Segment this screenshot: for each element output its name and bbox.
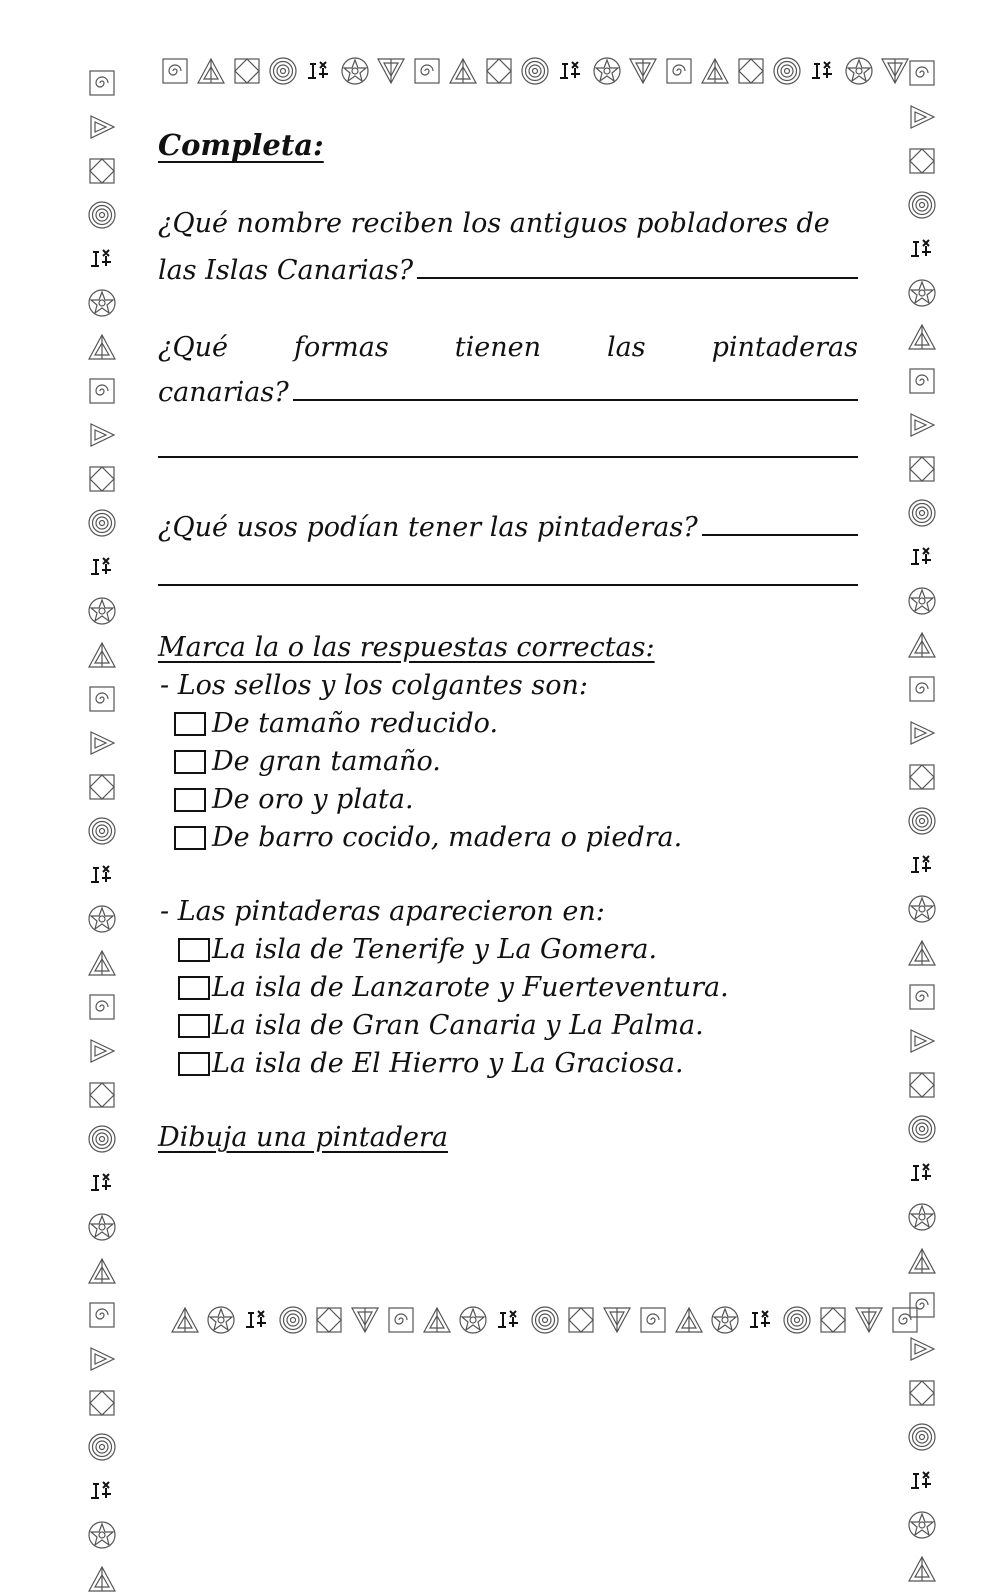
triangle-right-icon — [87, 1036, 117, 1066]
spiral-square-icon — [87, 684, 117, 714]
star-circle-icon — [458, 1305, 488, 1335]
question-1-text: las Islas Canarias? — [158, 255, 414, 286]
diamond-square-icon — [87, 1388, 117, 1418]
diamond-square-icon — [232, 56, 262, 86]
concentric-circles-icon — [87, 508, 117, 538]
concentric-circles-icon — [268, 56, 298, 86]
draw-heading: Dibuja una pintadera — [158, 1122, 448, 1153]
diamond-square-icon — [907, 1378, 937, 1408]
question-2-word: pintaderas — [711, 332, 858, 363]
triangle-icon — [87, 332, 117, 362]
figure-icon — [304, 56, 334, 86]
concentric-circles-icon — [278, 1305, 308, 1335]
triangle-right-icon — [907, 1026, 937, 1056]
star-circle-icon — [87, 288, 117, 318]
option-label: De gran tamaño. — [212, 746, 441, 777]
star-circle-icon — [907, 1510, 937, 1540]
checkbox[interactable] — [178, 976, 210, 1000]
checkbox[interactable] — [174, 712, 206, 736]
group-1-prompt: - Los sellos y los colgantes son: — [160, 670, 588, 701]
triangle-icon — [87, 640, 117, 670]
triangle-icon — [674, 1305, 704, 1335]
star-circle-icon — [907, 894, 937, 924]
diamond-square-icon — [87, 1080, 117, 1110]
right-decorative-border — [907, 58, 937, 1584]
group-1-option — [174, 822, 682, 853]
star-circle-icon — [87, 596, 117, 626]
drawing-area[interactable] — [158, 1170, 858, 1290]
group-2-option — [178, 934, 657, 965]
triangle-icon — [907, 630, 937, 660]
question-1-line-1: ¿Qué nombre reciben los antiguos pobladores de — [158, 208, 830, 239]
concentric-circles-icon — [907, 806, 937, 836]
checkbox[interactable] — [174, 788, 206, 812]
figure-icon — [87, 244, 117, 274]
figure-icon — [907, 1466, 937, 1496]
option-label: De barro cocido, madera o piedra. — [212, 822, 683, 853]
star-circle-icon — [340, 56, 370, 86]
inverted-triangle-icon — [376, 56, 406, 86]
question-2-line-2 — [158, 377, 858, 408]
concentric-circles-icon — [87, 1432, 117, 1462]
question-1-line-2 — [158, 255, 858, 286]
figure-icon — [556, 56, 586, 86]
question-2-line-1 — [158, 332, 858, 363]
option-label: La isla de Tenerife y La Gomera. — [212, 934, 658, 965]
group-2-prompt: - Las pintaderas aparecieron en: — [160, 896, 605, 927]
spiral-square-icon — [907, 366, 937, 396]
diamond-square-icon — [87, 772, 117, 802]
triangle-right-icon — [87, 112, 117, 142]
diamond-square-icon — [314, 1305, 344, 1335]
spiral-square-icon — [386, 1305, 416, 1335]
question-2-word: formas — [294, 332, 389, 363]
triangle-right-icon — [907, 102, 937, 132]
top-decorative-border — [160, 56, 910, 86]
spiral-square-icon — [907, 58, 937, 88]
option-label: La isla de Gran Canaria y La Palma. — [212, 1010, 704, 1041]
figure-icon — [87, 1476, 117, 1506]
figure-icon — [907, 234, 937, 264]
concentric-circles-icon — [782, 1305, 812, 1335]
answer-line-1[interactable] — [417, 255, 858, 279]
checkbox[interactable] — [174, 750, 206, 774]
diamond-square-icon — [907, 454, 937, 484]
star-circle-icon — [87, 1212, 117, 1242]
question-3-line-1 — [158, 512, 858, 543]
triangle-icon — [87, 1564, 117, 1594]
concentric-circles-icon — [87, 816, 117, 846]
figure-icon — [87, 1168, 117, 1198]
option-label: La isla de El Hierro y La Graciosa. — [212, 1048, 684, 1079]
option-label: De oro y plata. — [212, 784, 414, 815]
figure-icon — [907, 542, 937, 572]
diamond-square-icon — [907, 1070, 937, 1100]
triangle-right-icon — [87, 1344, 117, 1374]
inverted-triangle-icon — [854, 1305, 884, 1335]
concentric-circles-icon — [87, 1124, 117, 1154]
question-2-text: canarias? — [158, 377, 289, 408]
diamond-square-icon — [736, 56, 766, 86]
triangle-icon — [448, 56, 478, 86]
spiral-square-icon — [907, 1290, 937, 1320]
group-2-option — [178, 972, 729, 1003]
triangle-icon — [907, 1246, 937, 1276]
spiral-square-icon — [412, 56, 442, 86]
star-circle-icon — [844, 56, 874, 86]
triangle-icon — [907, 938, 937, 968]
triangle-icon — [422, 1305, 452, 1335]
star-circle-icon — [87, 1520, 117, 1550]
spiral-square-icon — [160, 56, 190, 86]
concentric-circles-icon — [772, 56, 802, 86]
inverted-triangle-icon — [602, 1305, 632, 1335]
group-2-option — [178, 1010, 704, 1041]
marca-heading: Marca la o las respuestas correctas: — [158, 632, 655, 663]
triangle-right-icon — [907, 1334, 937, 1364]
triangle-right-icon — [87, 420, 117, 450]
bottom-decorative-border — [170, 1305, 920, 1335]
figure-icon — [494, 1305, 524, 1335]
diamond-square-icon — [87, 464, 117, 494]
star-circle-icon — [907, 586, 937, 616]
diamond-square-icon — [907, 146, 937, 176]
worksheet-title: Completa: — [158, 128, 324, 162]
inverted-triangle-icon — [350, 1305, 380, 1335]
answer-line-2[interactable] — [293, 377, 858, 401]
concentric-circles-icon — [87, 200, 117, 230]
figure-icon — [907, 1158, 937, 1188]
triangle-right-icon — [907, 410, 937, 440]
triangle-right-icon — [87, 728, 117, 758]
concentric-circles-icon — [530, 1305, 560, 1335]
question-2-word: las — [606, 332, 646, 363]
group-2-option — [178, 1048, 684, 1079]
figure-icon — [808, 56, 838, 86]
left-decorative-border — [87, 68, 117, 1594]
triangle-icon — [87, 948, 117, 978]
checkbox[interactable] — [178, 938, 210, 962]
figure-icon — [242, 1305, 272, 1335]
star-circle-icon — [907, 278, 937, 308]
inverted-triangle-icon — [628, 56, 658, 86]
triangle-icon — [170, 1305, 200, 1335]
concentric-circles-icon — [907, 1422, 937, 1452]
answer-line-3[interactable] — [158, 456, 858, 458]
spiral-square-icon — [907, 674, 937, 704]
triangle-icon — [87, 1256, 117, 1286]
triangle-icon — [907, 1554, 937, 1584]
figure-icon — [907, 850, 937, 880]
question-2-word: ¿Qué — [158, 332, 228, 363]
star-circle-icon — [592, 56, 622, 86]
figure-icon — [87, 860, 117, 890]
group-1-option — [174, 708, 498, 739]
triangle-right-icon — [907, 718, 937, 748]
star-circle-icon — [907, 1202, 937, 1232]
checkbox[interactable] — [178, 1014, 210, 1038]
question-2-word: tienen — [454, 332, 541, 363]
question-3-text: ¿Qué usos podían tener las pintaderas? — [158, 512, 698, 543]
spiral-square-icon — [87, 376, 117, 406]
checkbox[interactable] — [174, 826, 206, 850]
group-1-option — [174, 784, 414, 815]
spiral-square-icon — [907, 982, 937, 1012]
concentric-circles-icon — [907, 1114, 937, 1144]
concentric-circles-icon — [907, 190, 937, 220]
diamond-square-icon — [907, 762, 937, 792]
spiral-square-icon — [87, 992, 117, 1022]
star-circle-icon — [710, 1305, 740, 1335]
figure-icon — [87, 552, 117, 582]
star-circle-icon — [206, 1305, 236, 1335]
triangle-icon — [700, 56, 730, 86]
inverted-triangle-icon — [880, 56, 910, 86]
option-label: La isla de Lanzarote y Fuerteventura. — [212, 972, 729, 1003]
concentric-circles-icon — [520, 56, 550, 86]
diamond-square-icon — [484, 56, 514, 86]
triangle-icon — [196, 56, 226, 86]
spiral-square-icon — [638, 1305, 668, 1335]
diamond-square-icon — [87, 156, 117, 186]
spiral-square-icon — [87, 1300, 117, 1330]
concentric-circles-icon — [907, 498, 937, 528]
answer-line-5[interactable] — [158, 584, 858, 586]
answer-line-4[interactable] — [702, 512, 858, 536]
triangle-icon — [907, 322, 937, 352]
checkbox[interactable] — [178, 1052, 210, 1076]
spiral-square-icon — [664, 56, 694, 86]
figure-icon — [746, 1305, 776, 1335]
option-label: De tamaño reducido. — [212, 708, 499, 739]
star-circle-icon — [87, 904, 117, 934]
spiral-square-icon — [87, 68, 117, 98]
diamond-square-icon — [818, 1305, 848, 1335]
diamond-square-icon — [566, 1305, 596, 1335]
group-1-option — [174, 746, 441, 777]
